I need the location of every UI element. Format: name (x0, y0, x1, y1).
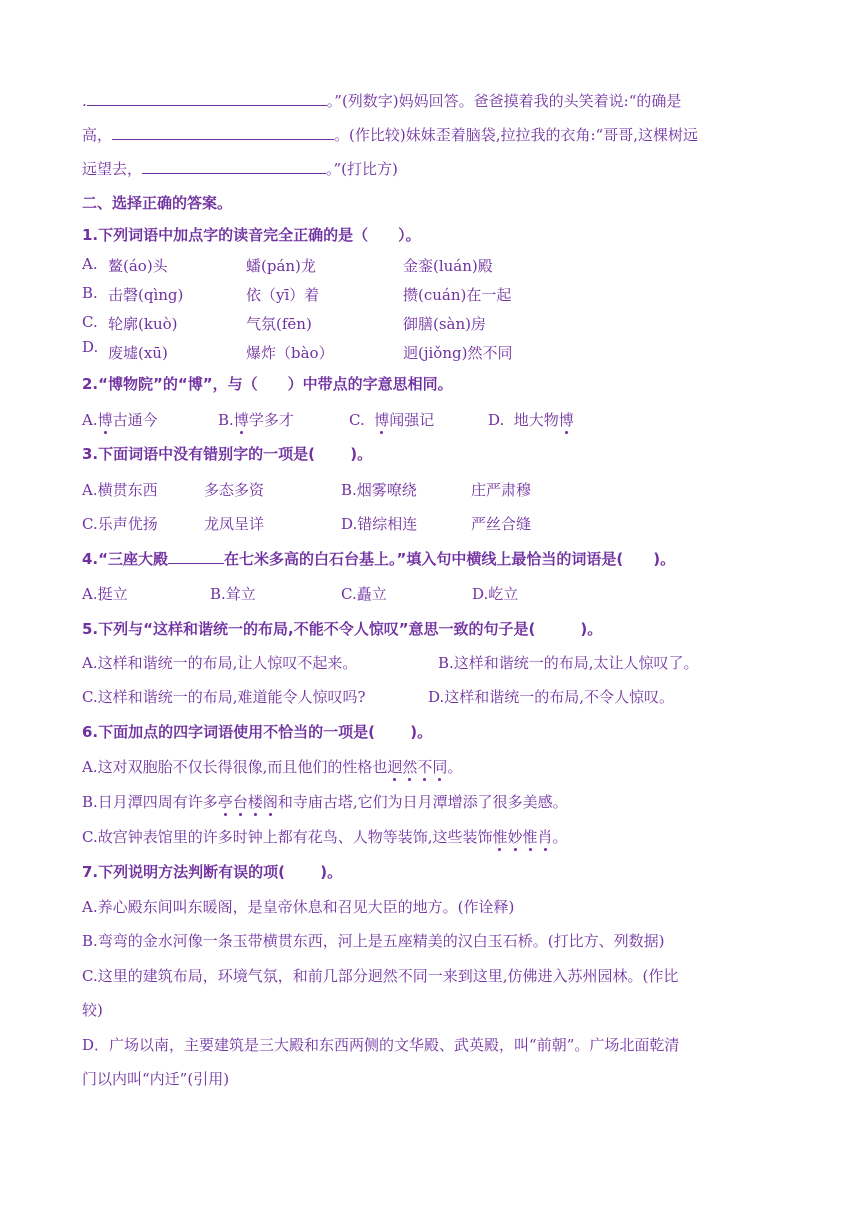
option-word-1: 废墟(xū) (108, 344, 168, 362)
option-word-1: 击磬(qìng) (108, 286, 184, 304)
option-text: C.故宫钟表馆里的许多时钟上都有花鸟、人物等装饰,这些装饰 (82, 828, 493, 846)
question-3-stem: 3.下面词语中没有错别字的一项是( )。 (82, 445, 373, 463)
dotted-char: 阁 (262, 793, 278, 811)
option-text: A.这对双胞胎不仅长得很像,而且他们的性格也 (82, 758, 388, 776)
option-label: A. (82, 411, 98, 429)
option-word-2: 气氛(fēn) (246, 315, 312, 333)
question-5-option-b[interactable]: B.这样和谐统一的布局,太让人惊叹了。 (438, 654, 699, 672)
option-label: D. 地大物 (488, 411, 559, 429)
question-2-option-d[interactable] (488, 409, 574, 430)
question-5-option-d[interactable]: D.这样和谐统一的布局,不令人惊叹。 (428, 688, 675, 706)
fill-line-2 (82, 124, 698, 145)
option-word-2: 爆炸（bào） (246, 344, 334, 362)
question-4-option-a[interactable]: A.挺立 (82, 585, 128, 603)
question-3-option-d[interactable]: D.错综相连 (341, 515, 418, 533)
option-label: D. (82, 338, 99, 356)
answer-blank-1[interactable] (87, 91, 327, 106)
dotted-char: 博 (374, 411, 390, 429)
option-label: B. (218, 411, 234, 429)
option-word-3: 御膳(sàn)房 (403, 315, 487, 333)
dotted-char: 肖 (537, 828, 553, 846)
question-1-stem: 1.下列词语中加点字的读音完全正确的是（ ）。 (82, 226, 421, 244)
question-5-stem: 5.下列与“这样和谐统一的布局,不能不令人惊叹”意思一致的句子是( )。 (82, 620, 603, 638)
question-4-stem-end: 在七米多高的白石台基上。”填入句中横线上最恰当的词语是( )。 (224, 550, 676, 568)
fill-line-1-prefix: . (82, 92, 87, 110)
question-7-option-d[interactable]: D．广场以南，主要建筑是三大殿和东西两侧的文华殿、武英殿，叫“前朝”。广场北面乾清 (82, 1036, 680, 1054)
section-title: 二、选择正确的答案。 (82, 194, 233, 212)
fill-line-3 (82, 158, 398, 179)
fill-line-1 (82, 90, 681, 111)
dotted-char: 博 (97, 411, 113, 429)
fill-line-3-text: 。”(打比方) (326, 160, 398, 178)
option-text-end: 。 (552, 828, 568, 846)
option-word-2: 蟠(pán)龙 (246, 257, 316, 275)
dotted-char: 惟 (492, 828, 508, 846)
question-2-option-c[interactable] (349, 409, 434, 430)
question-4-option-d[interactable]: D.屹立 (472, 585, 519, 603)
question-4-option-c[interactable]: C.矗立 (341, 585, 387, 603)
question-7-option-c[interactable]: C.这里的建筑布局，环境气氛，和前几部分迥然不同一来到这里,仿佛进入苏州园林。(作比 (82, 967, 679, 985)
option-word-3: 攒(cuán)在一起 (403, 286, 512, 304)
question-3-option-a-word-2: 多态多资 (204, 481, 265, 499)
option-word-3: 迥(jiǒng)然不同 (403, 344, 513, 362)
fill-line-1-text: 。”(列数字)妈妈回答。爸爸摸着我的头笑着说:“的确是 (326, 92, 682, 110)
question-3-option-b[interactable]: B.烟雾嘹绕 (341, 481, 417, 499)
question-3-option-c[interactable]: C.乐声优扬 (82, 515, 158, 533)
question-7-stem: 7.下列说明方法判断有误的项( )。 (82, 863, 343, 881)
option-label: C. (82, 313, 98, 331)
option-word-1: 鳌(áo)头 (108, 257, 168, 275)
option-text: 古通今 (112, 411, 158, 429)
question-7-option-d-cont: 门以内叫“内迁”(引用) (82, 1070, 230, 1088)
option-word-2: 依（yī）着 (246, 286, 320, 304)
question-4-stem-start: 4.“三座大殿 (82, 550, 168, 568)
question-6-option-b[interactable] (82, 791, 568, 812)
answer-blank-q4[interactable] (168, 550, 224, 564)
question-3-option-b-word-2: 庄严肃穆 (471, 481, 532, 499)
question-4-stem (82, 548, 675, 569)
dotted-char: 楼 (247, 793, 263, 811)
answer-blank-2[interactable] (112, 125, 334, 140)
option-label: A. (82, 255, 98, 273)
dotted-char: 亭 (217, 793, 233, 811)
dotted-char: 台 (232, 793, 248, 811)
option-text: 学多才 (248, 411, 294, 429)
question-4-option-b[interactable]: B.耸立 (210, 585, 256, 603)
dotted-char: 惟 (522, 828, 538, 846)
dotted-char: 博 (558, 411, 574, 429)
option-word-3: 金銮(luán)殿 (403, 257, 493, 275)
option-label: C. (349, 411, 375, 429)
question-7-option-b[interactable]: B.弯弯的金水河像一条玉带横贯东西，河上是五座精美的汉白玉石桥。(打比方、列数据) (82, 932, 665, 950)
question-6-option-a[interactable] (82, 756, 462, 777)
option-text-end: 和寺庙古塔,它们为日月潭增添了很多美感。 (277, 793, 568, 811)
option-label: B. (82, 284, 98, 302)
fill-line-3-prefix: 远望去， (82, 160, 143, 178)
question-2-option-b[interactable] (218, 409, 294, 430)
dotted-char: 不 (417, 758, 433, 776)
dotted-char: 迥 (387, 758, 403, 776)
option-text: 闻强记 (389, 411, 435, 429)
question-6-option-c[interactable] (82, 826, 568, 847)
question-3-option-d-word-2: 严丝合缝 (471, 515, 532, 533)
option-word-1: 轮廓(kuò) (108, 315, 178, 333)
answer-blank-3[interactable] (142, 159, 326, 174)
option-text: B.日月潭四周有许多 (82, 793, 218, 811)
dotted-char: 妙 (507, 828, 523, 846)
question-7-option-c-cont: 较) (82, 1001, 103, 1019)
question-5-option-a[interactable]: A.这样和谐统一的布局,让人惊叹不起来。 (82, 654, 358, 672)
option-text-end: 。 (447, 758, 463, 776)
dotted-char: 然 (402, 758, 418, 776)
dotted-char: 同 (432, 758, 448, 776)
question-2-option-a[interactable] (82, 409, 158, 430)
question-6-stem: 6.下面加点的四字词语使用不恰当的一项是( )。 (82, 723, 433, 741)
question-7-option-a[interactable]: A.养心殿东间叫东暖阁，是皇帝休息和召见大臣的地方。(作诠释) (82, 898, 515, 916)
question-5-option-c[interactable]: C.这样和谐统一的布局,难道能令人惊叹吗? (82, 688, 366, 706)
fill-line-2-text: 。(作比较)妹妹歪着脑袋,拉拉我的衣角:“哥哥,这棵树远 (334, 126, 698, 144)
fill-line-2-prefix: 高， (82, 126, 113, 144)
question-3-option-c-word-2: 龙凤呈详 (204, 515, 265, 533)
question-2-stem: 2.“博物院”的“博”，与（ ）中带点的字意思相同。 (82, 375, 453, 393)
question-3-option-a[interactable]: A.横贯东西 (82, 481, 158, 499)
dotted-char: 博 (233, 411, 249, 429)
